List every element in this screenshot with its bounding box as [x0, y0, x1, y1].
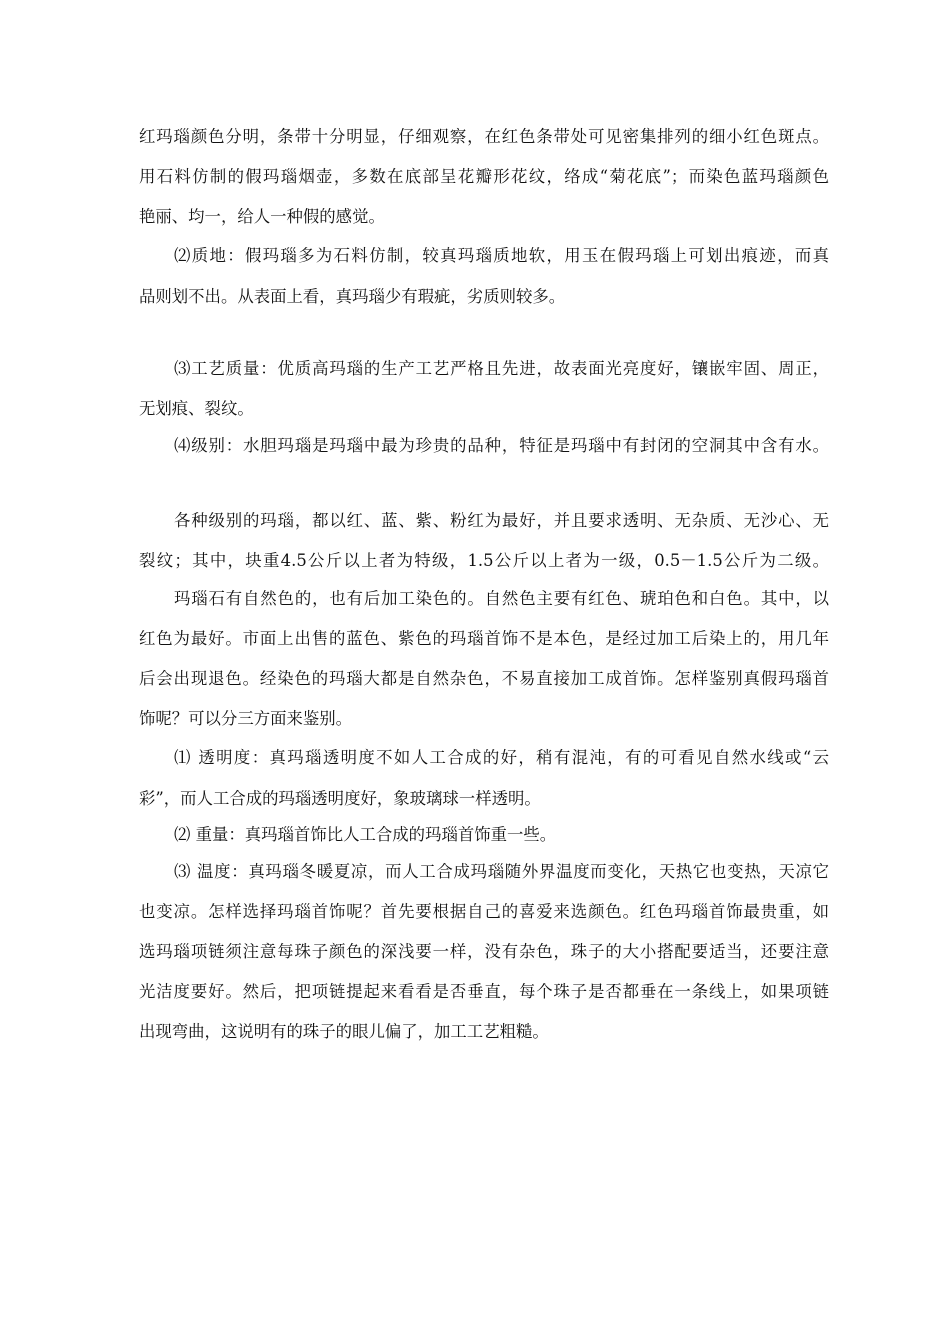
text-line: 红玛瑙颜色分明，条带十分明显，仔细观察，在红色条带处可见密集排列的细小红色斑点。: [139, 127, 829, 146]
text-line: 无划痕、裂纹。: [139, 399, 254, 418]
text-line: 后会出现退色。经染色的玛瑙大都是自然杂色，不易直接加工成首饰。怎样鉴别真假玛瑙首: [139, 669, 829, 688]
text-line: 红色为最好。市面上出售的蓝色、紫色的玛瑙首饰不是本色，是经过加工后染上的，用几年: [139, 629, 829, 648]
text-line: ⑵ 重量：真玛瑙首饰比人工合成的玛瑙首饰重一些。: [174, 825, 557, 844]
text-line: 品则划不出。从表面上看，真玛瑙少有瑕疵，劣质则较多。: [139, 287, 566, 306]
text-line: 彩”，而人工合成的玛瑙透明度好，象玻璃球一样透明。: [139, 789, 541, 808]
text-line: 出现弯曲，这说明有的珠子的眼儿偏了，加工工艺粗糙。: [139, 1022, 549, 1041]
text-line: 艳丽、均一，给人一种假的感觉。: [139, 207, 385, 226]
text-line: 饰呢？可以分三方面来鉴别。: [139, 709, 353, 728]
text-line: 各种级别的玛瑙，都以红、蓝、紫、粉红为最好，并且要求透明、无杂质、无沙心、无: [174, 511, 829, 530]
text-line: ⑵质地：假玛瑙多为石料仿制，较真玛瑙质地软，用玉在假玛瑙上可划出痕迹，而真: [174, 246, 829, 265]
text-line: 裂纹；其中，块重4.5公斤以上者为特级，1.5公斤以上者为一级，0.5－1.5公斤为二级。: [139, 551, 829, 570]
text-line: 选玛瑙项链须注意每珠子颜色的深浅要一样，没有杂色，珠子的大小搭配要适当，还要注意: [139, 942, 829, 961]
text-line: 也变凉。怎样选择玛瑙首饰呢？首先要根据自己的喜爱来选颜色。红色玛瑙首饰最贵重，如: [139, 902, 829, 921]
text-line: 用石料仿制的假玛瑙烟壶，多数在底部呈花瓣形花纹，络成“菊花底”；而染色蓝玛瑙颜色: [139, 167, 829, 186]
text-line: ⑷级别：水胆玛瑙是玛瑙中最为珍贵的品种，特征是玛瑙中有封闭的空洞其中含有水。: [174, 436, 829, 455]
text-line: ⑶工艺质量：优质高玛瑙的生产工艺严格且先进，故表面光亮度好，镶嵌牢固、周正，: [174, 359, 829, 378]
text-line: ⑴ 透明度：真玛瑙透明度不如人工合成的好，稍有混沌，有的可看见自然水线或“云: [174, 748, 829, 767]
text-line: 玛瑙石有自然色的，也有后加工染色的。自然色主要有红色、琥珀色和白色。其中，以: [174, 589, 829, 608]
text-line: 光洁度要好。然后，把项链提起来看看是否垂直，每个珠子是否都垂在一条线上，如果项链: [139, 982, 829, 1001]
text-line: ⑶ 温度：真玛瑙冬暖夏凉，而人工合成玛瑙随外界温度而变化，天热它也变热，天凉它: [174, 862, 829, 881]
